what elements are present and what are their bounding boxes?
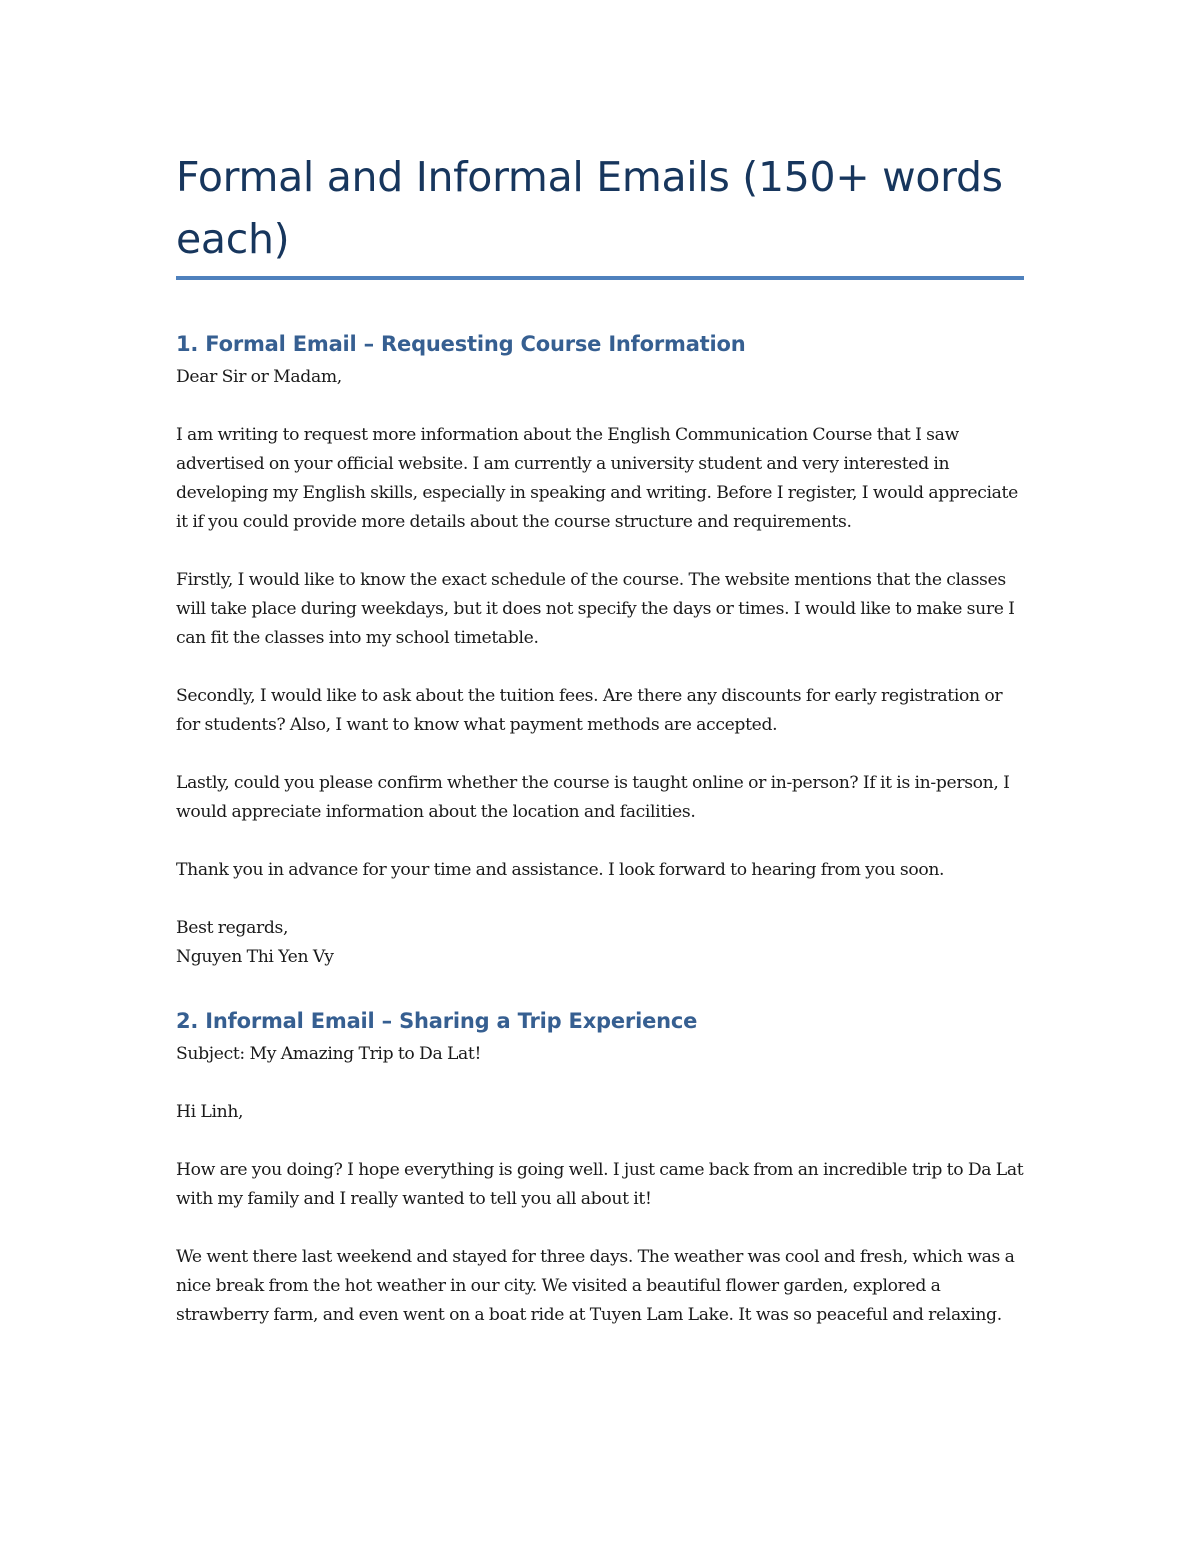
section-heading-informal-email: 2. Informal Email – Sharing a Trip Experience <box>176 1009 698 1033</box>
formal-paragraph-2: Firstly, I would like to know the exact schedule of the course. The website mentions that the classes will take place during weekdays, but it does not specify the days or times. I would like to make sure I can fit the classes into my school timetable. <box>176 570 1015 648</box>
formal-paragraph-5: Thank you in advance for your time and assistance. I look forward to hearing from you soon. <box>176 860 945 880</box>
formal-closing: Best regards, <box>176 918 289 938</box>
informal-paragraph-1: How are you doing? I hope everything is going well. I just came back from an incredible trip to Da Lat with my family and I really wanted to tell you all about it! <box>176 1160 1024 1209</box>
formal-signature: Nguyen Thi Yen Vy <box>176 947 334 967</box>
document-page <box>176 146 1024 1330</box>
formal-paragraph-4: Lastly, could you please confirm whether the course is taught online or in-person? If it is in-person, I would appreciate information about the location and facilities. <box>176 773 1010 822</box>
formal-salutation: Dear Sir or Madam, <box>176 367 342 387</box>
informal-paragraph-2: We went there last weekend and stayed for three days. The weather was cool and fresh, which was a nice break from the hot weather in our city. We visited a beautiful flower garden, explored a strawberry farm, and even went on a boat ride at Tuyen Lam Lake. It was so peaceful and relaxing. <box>176 1247 1015 1325</box>
formal-paragraph-3: Secondly, I would like to ask about the tuition fees. Are there any discounts for early registration or for students? Also, I want to know what payment methods are accepted. <box>176 686 1003 735</box>
section-heading-formal-email: 1. Formal Email – Requesting Course Information <box>176 332 746 356</box>
informal-greeting: Hi Linh, <box>176 1102 244 1122</box>
document-title: Formal and Informal Emails (150+ words each) <box>176 146 1024 280</box>
informal-subject: Subject: My Amazing Trip to Da Lat! <box>176 1044 482 1064</box>
formal-paragraph-1: I am writing to request more information about the English Communication Course that I saw advertised on your official website. I am currently a university student and very interested in developing my English skills, especially in speaking and writing. Before I register, I would appreciate it if you could provide more details about the course structure and requirements. <box>176 425 1018 532</box>
